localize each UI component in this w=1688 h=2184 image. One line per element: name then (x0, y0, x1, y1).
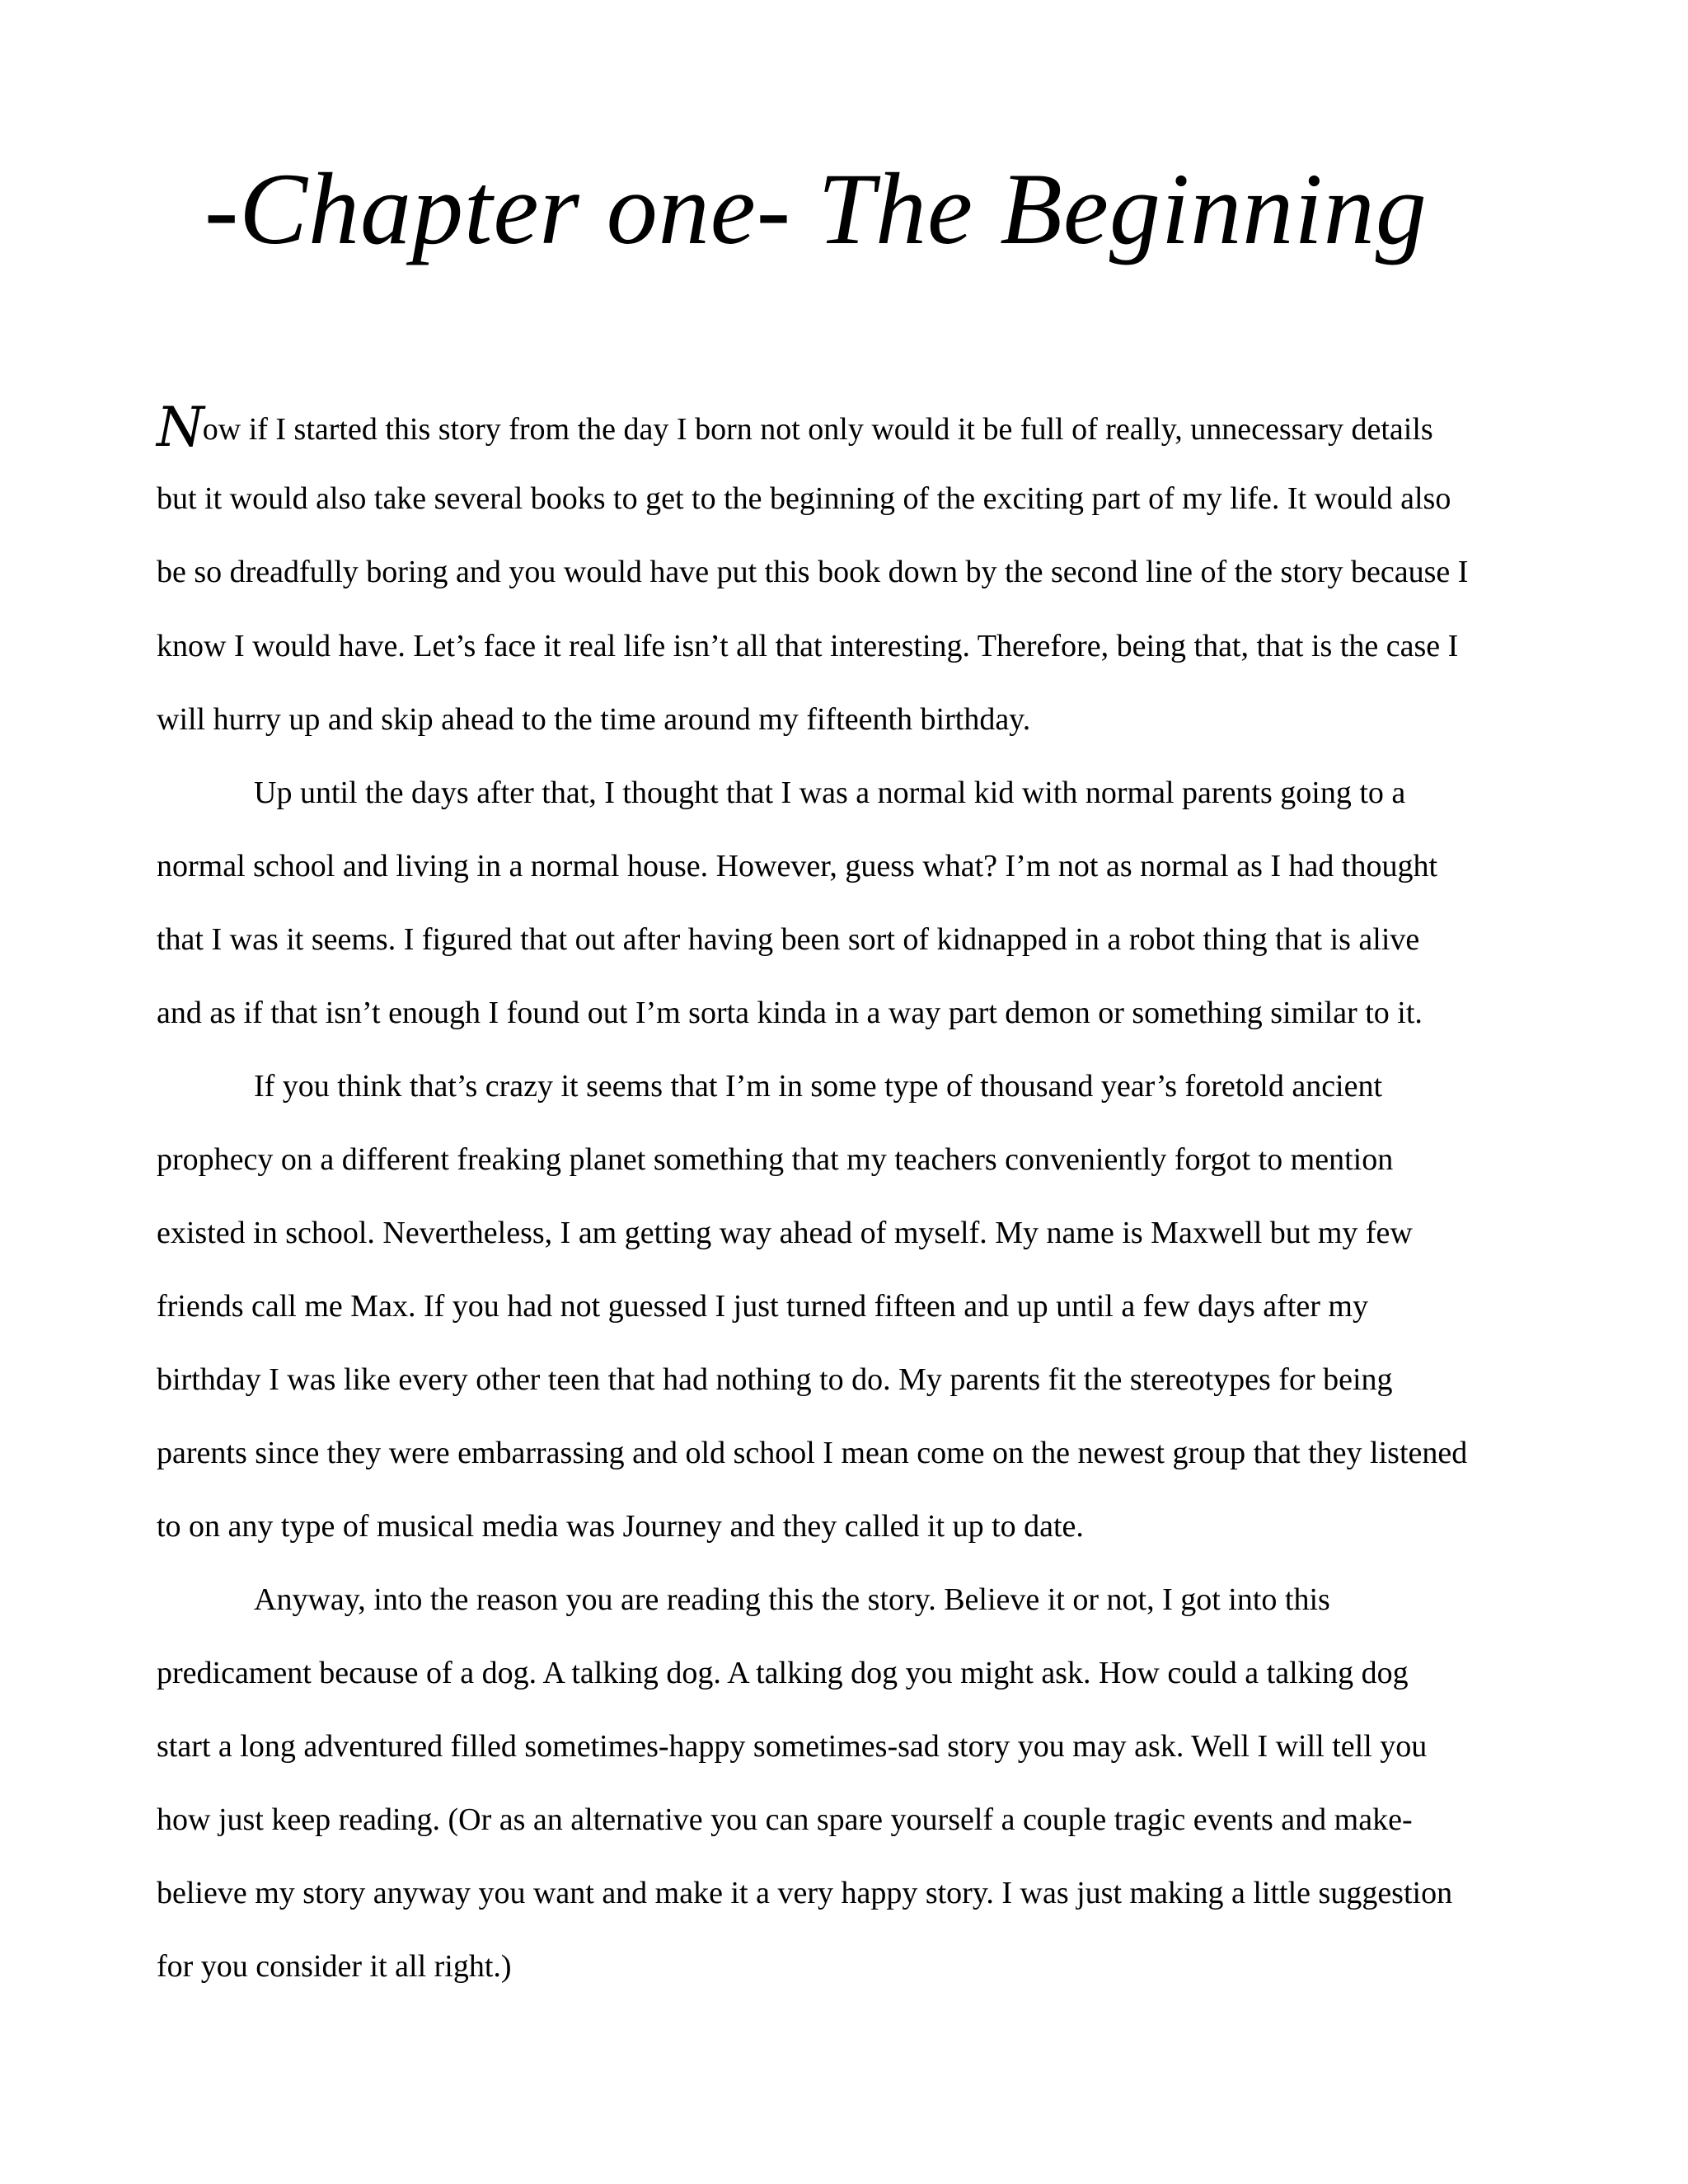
paragraph-line-11: prophecy on a different freaking planet something that my teachers conveniently forgot to mention (157, 1142, 1394, 1177)
paragraph-line-12: existed in school. Nevertheless, I am getting way ahead of myself. My name is Maxwell but my few (157, 1216, 1413, 1250)
paragraph-line-3: be so dreadfully boring and you would have put this book down by the second line of the story because I (157, 555, 1469, 589)
paragraph-line-10: If you think that’s crazy it seems that I’m in some type of thousand year’s foretold ancient (254, 1069, 1383, 1104)
paragraph-line-6: Up until the days after that, I thought that I was a normal kid with normal parents going to a (254, 776, 1406, 810)
paragraph-line-8: that I was it seems. I figured that out after having been sort of kidnapped in a robot thing that is alive (157, 922, 1420, 957)
paragraph-line-2: but it would also take several books to get to the beginning of the exciting part of my life. It would also (157, 481, 1451, 516)
paragraph-line-1 (157, 394, 1433, 459)
paragraph-line-19: start a long adventured filled sometimes-happy sometimes-sad story you may ask. Well I will tell you (157, 1729, 1428, 1764)
chapter-title: -Chapter one- The Beginning (204, 152, 1428, 265)
paragraph-line-21: believe my story anyway you want and make it a very happy story. I was just making a little suggestion (157, 1876, 1453, 1910)
paragraph-line-13: friends call me Max. If you had not guessed I just turned fifteen and up until a few days after my (157, 1289, 1368, 1324)
paragraph-line-16: to on any type of musical media was Journey and they called it up to date. (157, 1509, 1084, 1544)
paragraph-line-20: how just keep reading. (Or as an alternative you can spare yourself a couple tragic events and make- (157, 1802, 1413, 1837)
line-text: ow if I started this story from the day I born not only would it be full of really, unnecessary details (202, 412, 1433, 447)
paragraph-line-9: and as if that isn’t enough I found out I’m sorta kinda in a way part demon or something similar to it. (157, 996, 1423, 1030)
drop-cap: N (157, 396, 203, 459)
paragraph-line-15: parents since they were embarrassing and old school I mean come on the newest group that they listened (157, 1436, 1468, 1470)
paragraph-line-7: normal school and living in a normal house. However, guess what? I’m not as normal as I had thought (157, 849, 1438, 883)
paragraph-line-14: birthday I was like every other teen that had nothing to do. My parents fit the stereotypes for being (157, 1362, 1393, 1397)
paragraph-line-5: will hurry up and skip ahead to the time around my fifteenth birthday. (157, 702, 1031, 737)
paragraph-line-4: know I would have. Let’s face it real life isn’t all that interesting. Therefore, being that, that is the case I (157, 629, 1459, 663)
paragraph-line-18: predicament because of a dog. A talking dog. A talking dog you might ask. How could a talking dog (157, 1656, 1409, 1690)
paragraph-line-17: Anyway, into the reason you are reading this the story. Believe it or not, I got into this (254, 1582, 1330, 1617)
paragraph-line-22: for you consider it all right.) (157, 1949, 512, 1984)
